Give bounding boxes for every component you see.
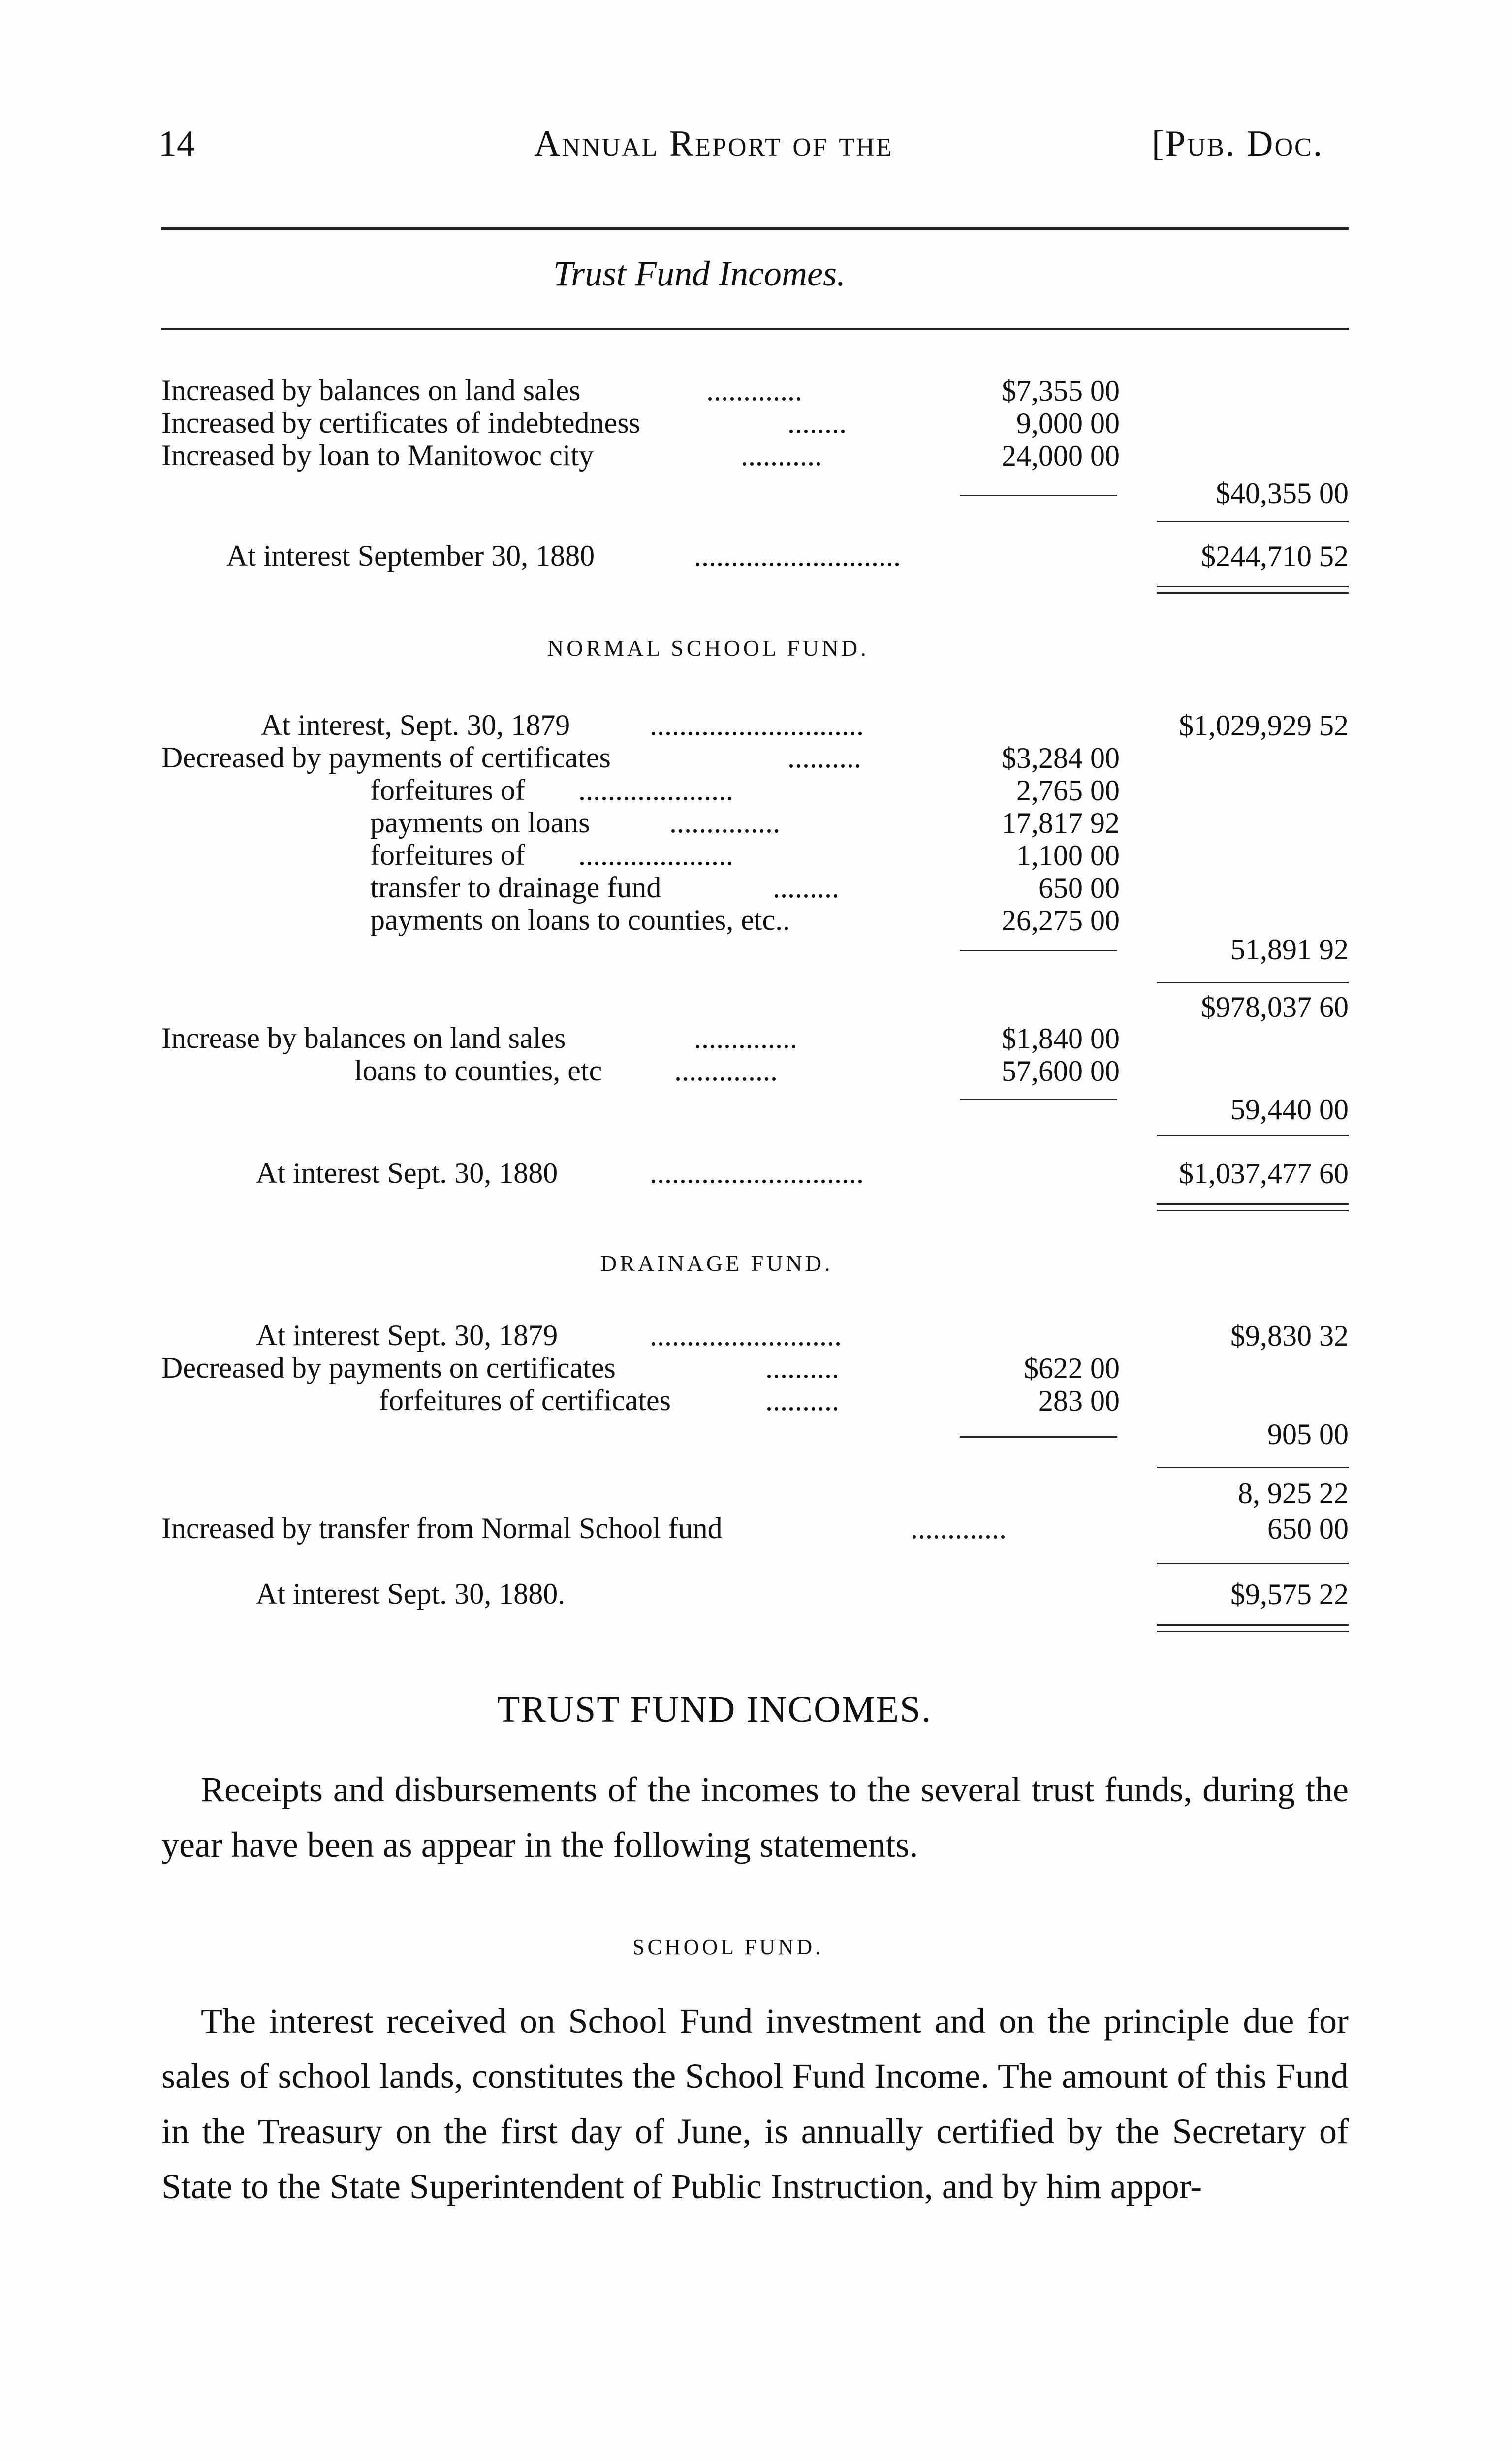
sum-rule [1157, 1467, 1349, 1468]
normal-decrease-amount: $3,284 00 [1002, 742, 1120, 774]
sum-rule [1157, 1563, 1349, 1564]
trust-at-interest-amount: $244,710 52 [1201, 540, 1349, 572]
normal-increase-amount: $1,840 00 [1002, 1022, 1120, 1055]
normal-decrease-total: 51,891 92 [1230, 933, 1349, 966]
normal-decrease-label: forfeitures of [370, 774, 525, 806]
normal-opening-amount: $1,029,929 52 [1179, 709, 1349, 742]
normal-decrease-label: transfer to drainage fund [370, 871, 662, 904]
leader-dots: ........... [741, 439, 822, 472]
normal-decrease-intro: Decreased by payments of certificates [161, 741, 611, 774]
leader-dots: .......... [765, 1384, 839, 1417]
trust-row-label: Increased by loan to Manitowoc city [161, 439, 594, 472]
school-fund-text: The interest received on School Fund investment and on the principle due for sales of school lands, constitutes the School Fund Income. The amount of this Fund in the Treasury on the first day of June, is annually certified by the Secretary of State to the State Superintendent of Public Instruction, and by him appor- [161, 2001, 1349, 2206]
drainage-closing-amount: $9,575 22 [1230, 1578, 1349, 1610]
header-rule [161, 227, 1349, 230]
trust-row-label: Increased by certificates of indebtedness [161, 407, 640, 439]
normal-decrease-label: payments on loans to counties, etc.. [370, 904, 790, 936]
section-title-rule [161, 328, 1349, 330]
leader-dots: ..................... [578, 839, 733, 871]
publication-doc-label: [Pub. Doc. [1152, 124, 1324, 164]
leader-dots: ............... [669, 806, 780, 839]
drainage-decrease-label: forfeitures of certificates [379, 1384, 671, 1417]
double-rule [1157, 1624, 1349, 1632]
drainage-balance: 8, 925 22 [1238, 1477, 1349, 1510]
leader-dots: ........ [788, 407, 847, 439]
drainage-transfer-label: Increased by transfer from Normal School fund [161, 1512, 723, 1545]
normal-decrease-amount: 26,275 00 [1002, 904, 1120, 937]
leader-dots: .......... [765, 1352, 839, 1384]
normal-increase-total: 59,440 00 [1230, 1093, 1349, 1126]
trust-row-amount: 9,000 00 [1016, 407, 1120, 440]
page-number: 14 [158, 124, 195, 164]
normal-balance: $978,037 60 [1201, 991, 1349, 1023]
trust-row-amount: $7,355 00 [1002, 375, 1120, 407]
leader-dots: ............. [911, 1512, 1007, 1545]
leader-dots: .............. [694, 1022, 797, 1054]
drainage-decrease-intro: Decreased by payments on certificates [161, 1352, 616, 1384]
drainage-decrease-amount: 283 00 [1039, 1385, 1120, 1417]
normal-decrease-amount: 17,817 92 [1002, 807, 1120, 839]
double-rule [1157, 586, 1349, 594]
normal-increase-label: loans to counties, etc [354, 1054, 602, 1087]
trust-at-interest-label: At interest September 30, 1880 [226, 539, 595, 572]
drainage-opening-amount: $9,830 32 [1230, 1320, 1349, 1352]
normal-increase-amount: 57,600 00 [1002, 1055, 1120, 1087]
school-fund-paragraph [161, 1993, 1349, 2214]
normal-increase-intro: Increase by balances on land sales [161, 1022, 566, 1054]
school-fund-heading: SCHOOL FUND. [632, 1935, 824, 1959]
sum-rule [960, 950, 1117, 951]
trust-subtotal: $40,355 00 [1216, 477, 1349, 509]
drainage-decrease-total: 905 00 [1267, 1418, 1349, 1451]
drainage-transfer-amount: 650 00 [1267, 1513, 1349, 1545]
incomes-intro-text: Receipts and disbursements of the incomes to the several trust funds, during the year have been as appear in the following statements. [161, 1770, 1349, 1864]
leader-dots: ............................. [650, 1157, 864, 1189]
sum-rule [1157, 1135, 1349, 1136]
incomes-heading: TRUST FUND INCOMES. [497, 1689, 932, 1730]
leader-dots: ......... [773, 871, 839, 904]
normal-school-heading: NORMAL SCHOOL FUND. [547, 635, 869, 661]
drainage-decrease-amount: $622 00 [1024, 1352, 1120, 1385]
normal-closing-label: At interest Sept. 30, 1880 [256, 1157, 558, 1189]
normal-decrease-amount: 650 00 [1039, 872, 1120, 904]
leader-dots: ............................ [694, 539, 901, 572]
trust-row-label: Increased by balances on land sales [161, 374, 581, 407]
leader-dots: ..................... [578, 774, 733, 806]
sum-rule [960, 495, 1117, 496]
drainage-heading: DRAINAGE FUND. [600, 1251, 833, 1276]
sum-rule [1157, 521, 1349, 522]
running-title: Annual Report of the [534, 124, 893, 164]
normal-decrease-label: payments on loans [370, 806, 590, 839]
section-title: Trust Fund Incomes. [553, 254, 846, 293]
leader-dots: .......................... [650, 1319, 842, 1352]
sum-rule [960, 1099, 1117, 1100]
leader-dots: ............. [706, 374, 802, 407]
trust-row-amount: 24,000 00 [1002, 440, 1120, 472]
normal-closing-amount: $1,037,477 60 [1179, 1157, 1349, 1190]
incomes-intro-paragraph [161, 1762, 1349, 1872]
normal-decrease-label: forfeitures of [370, 839, 525, 871]
normal-opening-label: At interest, Sept. 30, 1879 [261, 709, 570, 741]
drainage-closing-label: At interest Sept. 30, 1880. [256, 1578, 566, 1610]
leader-dots: ............................. [650, 709, 864, 741]
leader-dots: .......... [788, 741, 861, 774]
drainage-opening-label: At interest Sept. 30, 1879 [256, 1319, 558, 1352]
normal-decrease-amount: 1,100 00 [1016, 839, 1120, 872]
leader-dots: .............. [674, 1054, 778, 1087]
sum-rule [1157, 982, 1349, 983]
normal-decrease-amount: 2,765 00 [1016, 774, 1120, 807]
sum-rule [960, 1436, 1117, 1438]
double-rule [1157, 1203, 1349, 1211]
